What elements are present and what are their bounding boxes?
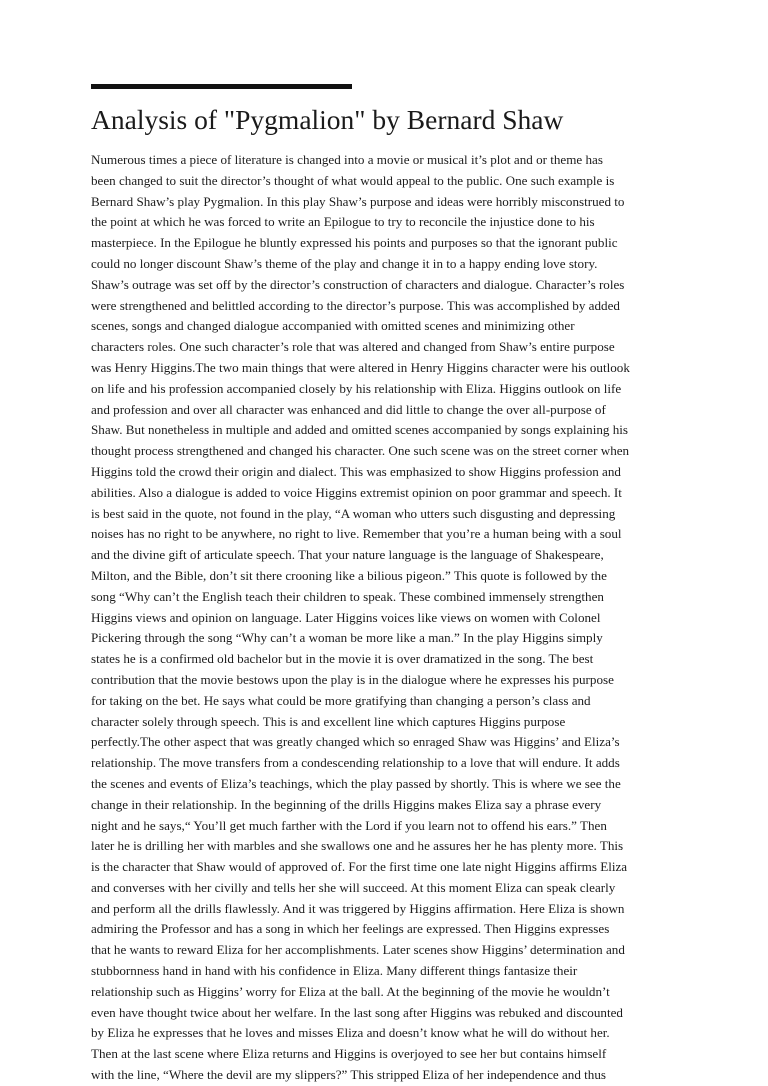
body-text-line: Then at the last scene where Eliza returns and Higgins is overjoyed to see her but contains himself <box>91 1046 607 1062</box>
body-text-line: song “Why can’t the English teach their children to speak. These combined immensely strengthen <box>91 588 604 604</box>
body-text-line: thought process strengthened and changed his character. One such scene was on the street corner when <box>91 443 630 459</box>
body-text-line: masterpiece. In the Epilogue he bluntly expressed his points and purposes so that the ignorant public <box>91 235 618 251</box>
body-text-line: change in their relationship. In the beginning of the drills Higgins makes Eliza say a phrase every <box>91 796 602 812</box>
body-text-line: Shaw’s outrage was set off by the director’s construction of characters and dialogue. Character’s roles <box>91 276 625 292</box>
body-text-line: is best said in the quote, not found in the play, “A woman who utters such disgusting and depressing <box>91 505 616 521</box>
body-text-line: that he wants to reward Eliza for her accomplishments. Later scenes show Higgins’ determination and <box>91 942 625 958</box>
body-text-line: Higgins told the crowd their origin and dialect. This was emphasized to show Higgins profession and <box>91 463 621 479</box>
document-body <box>91 150 681 1086</box>
body-text-line: even have thought twice about her welfare. In the last song after Higgins was rebuked and discounted <box>91 1004 623 1020</box>
body-text-line: perfectly.The other aspect that was greatly changed which so enraged Shaw was Higgins’ and Eliza’s <box>91 734 620 750</box>
body-text-line: night and he says,“ You’ll get much farther with the Lord if you learn not to offend his ears.” Then <box>91 817 607 833</box>
body-text-line: the point at which he was forced to write an Epilogue to try to reconcile the injustice done to his <box>91 214 595 230</box>
body-text-line: could no longer discount Shaw’s theme of the play and change it in to a happy ending love story. <box>91 255 598 271</box>
body-text-line: Shaw. But nonetheless in multiple and added and omitted scenes accompanied by songs explaining his <box>91 422 628 438</box>
body-text-line: relationship. The move transfers from a condescending relationship to a love that will endure. It adds <box>91 755 620 771</box>
body-text-line: later he is drilling her with marbles and she swallows one and he assures her he has plenty more. This <box>91 838 624 854</box>
body-text-line: admiring the Professor and has a song in which her feelings are expressed. Then Higgins expresses <box>91 921 610 937</box>
body-text-line: for taking on the bet. He says what could be more gratifying than changing a person’s class and <box>91 692 591 708</box>
header-rule <box>91 84 352 89</box>
body-text-line: on life and his profession accompanied closely by his relationship with Eliza. Higgins outlook on life <box>91 380 622 396</box>
body-text-line: characters roles. One such character’s role that was altered and changed from Shaw’s entire purpose <box>91 339 615 355</box>
body-text-line: is the character that Shaw would of approved of. For the first time one late night Higgins affirms Eliza <box>91 859 628 875</box>
document-title: Analysis of "Pygmalion" by Bernard Shaw <box>91 104 564 135</box>
body-text-line: with the line, “Where the devil are my slippers?” This stripped Eliza of her independence and thus <box>91 1067 606 1083</box>
body-text-line: and the divine gift of articulate speech. That your nature language is the language of Shakespeare, <box>91 547 604 563</box>
body-text-line: Bernard Shaw’s play Pygmalion. In this play Shaw’s purpose and ideas were horribly misconstrued to <box>91 193 625 209</box>
body-text-line: Pickering through the song “Why can’t a woman be more like a man.” In the play Higgins simply <box>91 630 603 646</box>
body-text-line: were strengthened and belittled according to the director’s purpose. This was accomplished by added <box>91 297 620 313</box>
body-text-line: character solely through speech. This is and excellent line which captures Higgins purpose <box>91 713 566 729</box>
body-text-line: states he is a confirmed old bachelor but in the movie it is over dramatized in the song. The best <box>91 651 594 667</box>
body-text-line: by Eliza he expresses that he loves and misses Eliza and doesn’t know what he will do without her. <box>91 1025 610 1041</box>
body-text-line: stubbornness hand in hand with his confidence in Eliza. Many different things fantasize their <box>91 963 578 979</box>
body-text-line: relationship such as Higgins’ worry for Eliza at the ball. At the beginning of the movie he wouldn’t <box>91 983 610 999</box>
body-text-line: been changed to suit the director’s thought of what would appeal to the public. One such example is <box>91 172 615 188</box>
body-text-line: Numerous times a piece of literature is changed into a movie or musical it’s plot and or theme has <box>91 152 603 167</box>
body-text-line: and converses with her civilly and tells her she will succeed. At this moment Eliza can speak clearly <box>91 879 616 895</box>
body-text-line: was Henry Higgins.The two main things that were altered in Henry Higgins character were his outlook <box>91 359 630 375</box>
body-text-line: and profession and over all character was enhanced and did little to change the over all-purpose of <box>91 401 606 417</box>
body-text-line: Milton, and the Bible, don’t sit there crooning like a bilious pigeon.” This quote is followed by the <box>91 567 607 583</box>
body-text-line: abilities. Also a dialogue is added to voice Higgins extremist opinion on poor grammar and speech. It <box>91 484 622 500</box>
body-text-line: noises has no right to be anywhere, no right to live. Remember that you’re a human being with a soul <box>91 526 622 542</box>
body-text-line: and perform all the drills flawlessly. And it was triggered by Higgins affirmation. Here Eliza is shown <box>91 900 625 916</box>
body-text-line: the scenes and events of Eliza’s teachings, which the play passed by shortly. This is where we see the <box>91 775 621 791</box>
body-text-line: contribution that the movie bestows upon the play is in the dialogue where he expresses his purpose <box>91 671 614 687</box>
body-text-line: scenes, songs and changed dialogue accompanied with omitted scenes and minimizing other <box>91 318 575 334</box>
body-text-line: Higgins views and opinion on language. Later Higgins voices like views on women with Colonel <box>91 609 601 625</box>
